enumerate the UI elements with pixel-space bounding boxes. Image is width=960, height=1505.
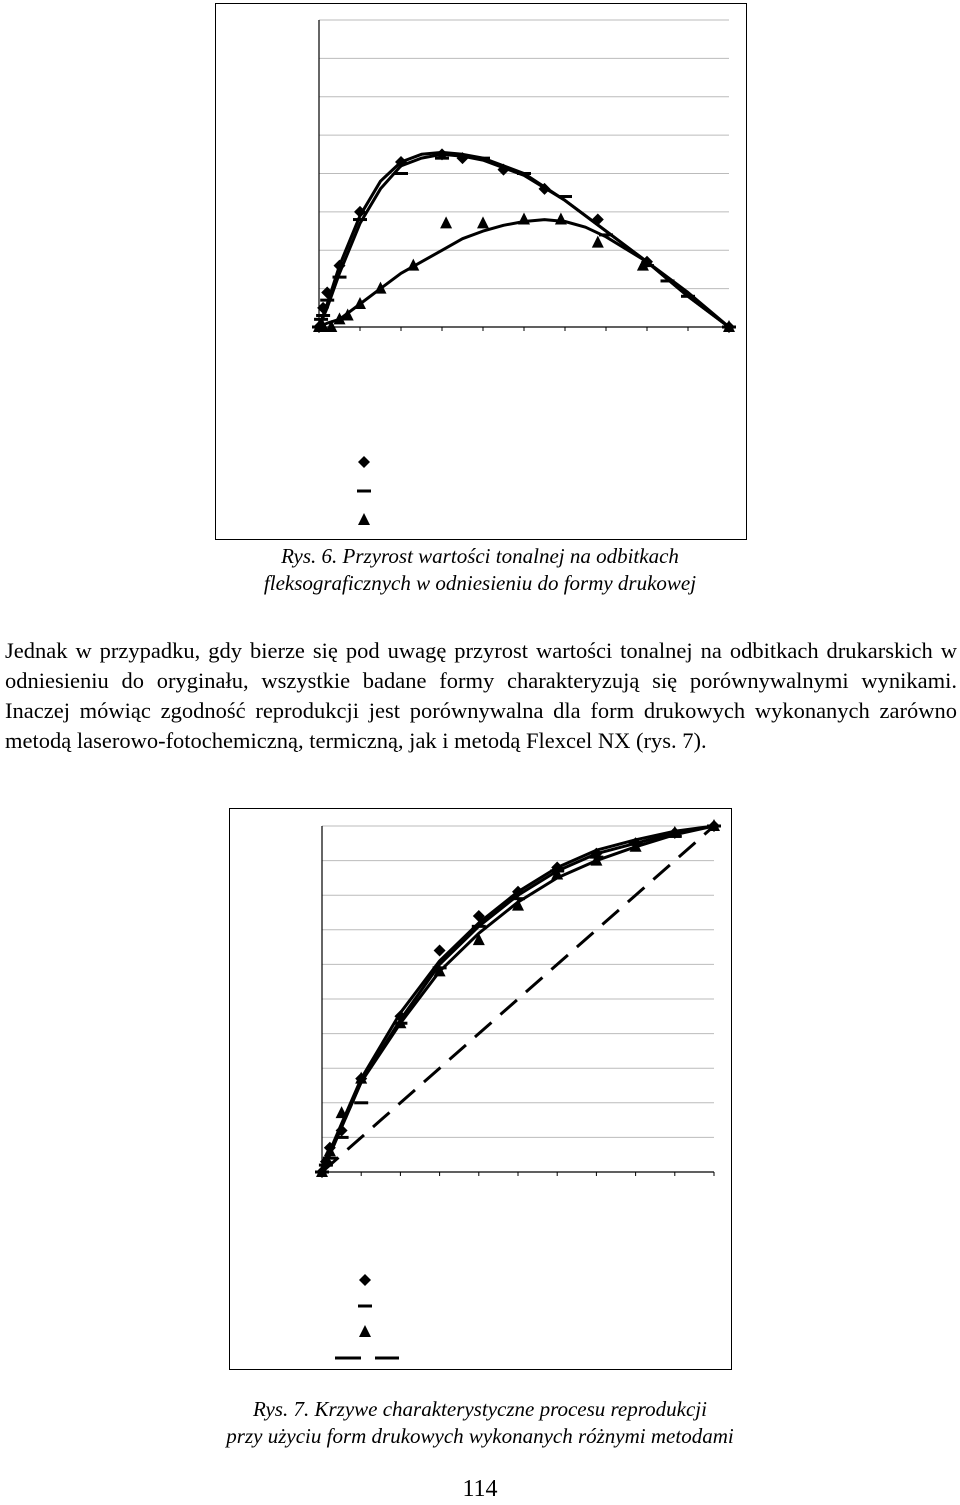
- data-point-triangle: [477, 216, 489, 228]
- figure-7-svg: [230, 809, 731, 1369]
- figure-6-caption-line-1: Rys. 6. Przyrost wartości tonalnej na odbitkach: [281, 544, 679, 568]
- figure-7-chart: [229, 808, 732, 1370]
- body-paragraph: [5, 636, 957, 756]
- legend-marker-dash: [357, 490, 371, 493]
- series-line-1: [319, 152, 729, 327]
- figure-6-caption: [0, 543, 960, 597]
- data-point-dash: [476, 157, 490, 160]
- figure-7-caption: [0, 1396, 960, 1450]
- legend-marker-diamond: [358, 456, 370, 468]
- figure-6-chart: [215, 3, 747, 540]
- data-point-dash: [320, 299, 334, 302]
- data-point-dash: [517, 172, 531, 175]
- data-point-dash: [316, 314, 330, 317]
- data-point-dash: [472, 925, 486, 928]
- data-point-dash: [333, 276, 347, 279]
- data-point-triangle: [440, 216, 452, 228]
- data-point-dash: [558, 195, 572, 198]
- legend-marker-triangle: [358, 513, 370, 525]
- page-number: 114: [462, 1476, 498, 1502]
- data-point-triangle: [592, 236, 604, 248]
- data-point-triangle: [555, 213, 567, 225]
- data-point-triangle: [354, 297, 366, 309]
- data-point-triangle: [375, 282, 387, 294]
- data-point-dash: [394, 172, 408, 175]
- data-point-dash: [435, 157, 449, 160]
- series-line-3: [319, 220, 729, 327]
- paragraph-text: Jednak w przypadku, gdy bierze się pod uwagę przyrost wartości tonalnej na odbitkach drukarskich w odniesieniu do oryginału, wszystkie badane formy charakteryzują się porównywalnymi wynikami. Inaczej mówiąc zgodność reprodukcji jest porównywalna dla form drukowych wykonanych zarówno metodą laserowo-fotochemiczną, termiczną, jak i metodą Flexcel NX (rys. 7).: [5, 638, 957, 753]
- legend-marker-triangle: [359, 1325, 371, 1337]
- figure-6-svg: [216, 4, 746, 539]
- legend-marker-diamond: [359, 1274, 371, 1286]
- data-point-triangle: [518, 213, 530, 225]
- legend-marker-dash: [358, 1305, 372, 1308]
- data-point-dash: [314, 318, 328, 321]
- data-point-dash: [353, 218, 367, 221]
- figure-6-caption-line-2: fleksograficznych w odniesieniu do formy drukowej: [263, 571, 697, 595]
- data-point-dash: [354, 1101, 368, 1104]
- figure-7-caption-line-2: przy użyciu form drukowych wykonanych różnymi metodami: [226, 1424, 734, 1448]
- figure-7-caption-line-1: Rys. 7. Krzywe charakterystyczne procesu reprodukcji: [253, 1397, 707, 1421]
